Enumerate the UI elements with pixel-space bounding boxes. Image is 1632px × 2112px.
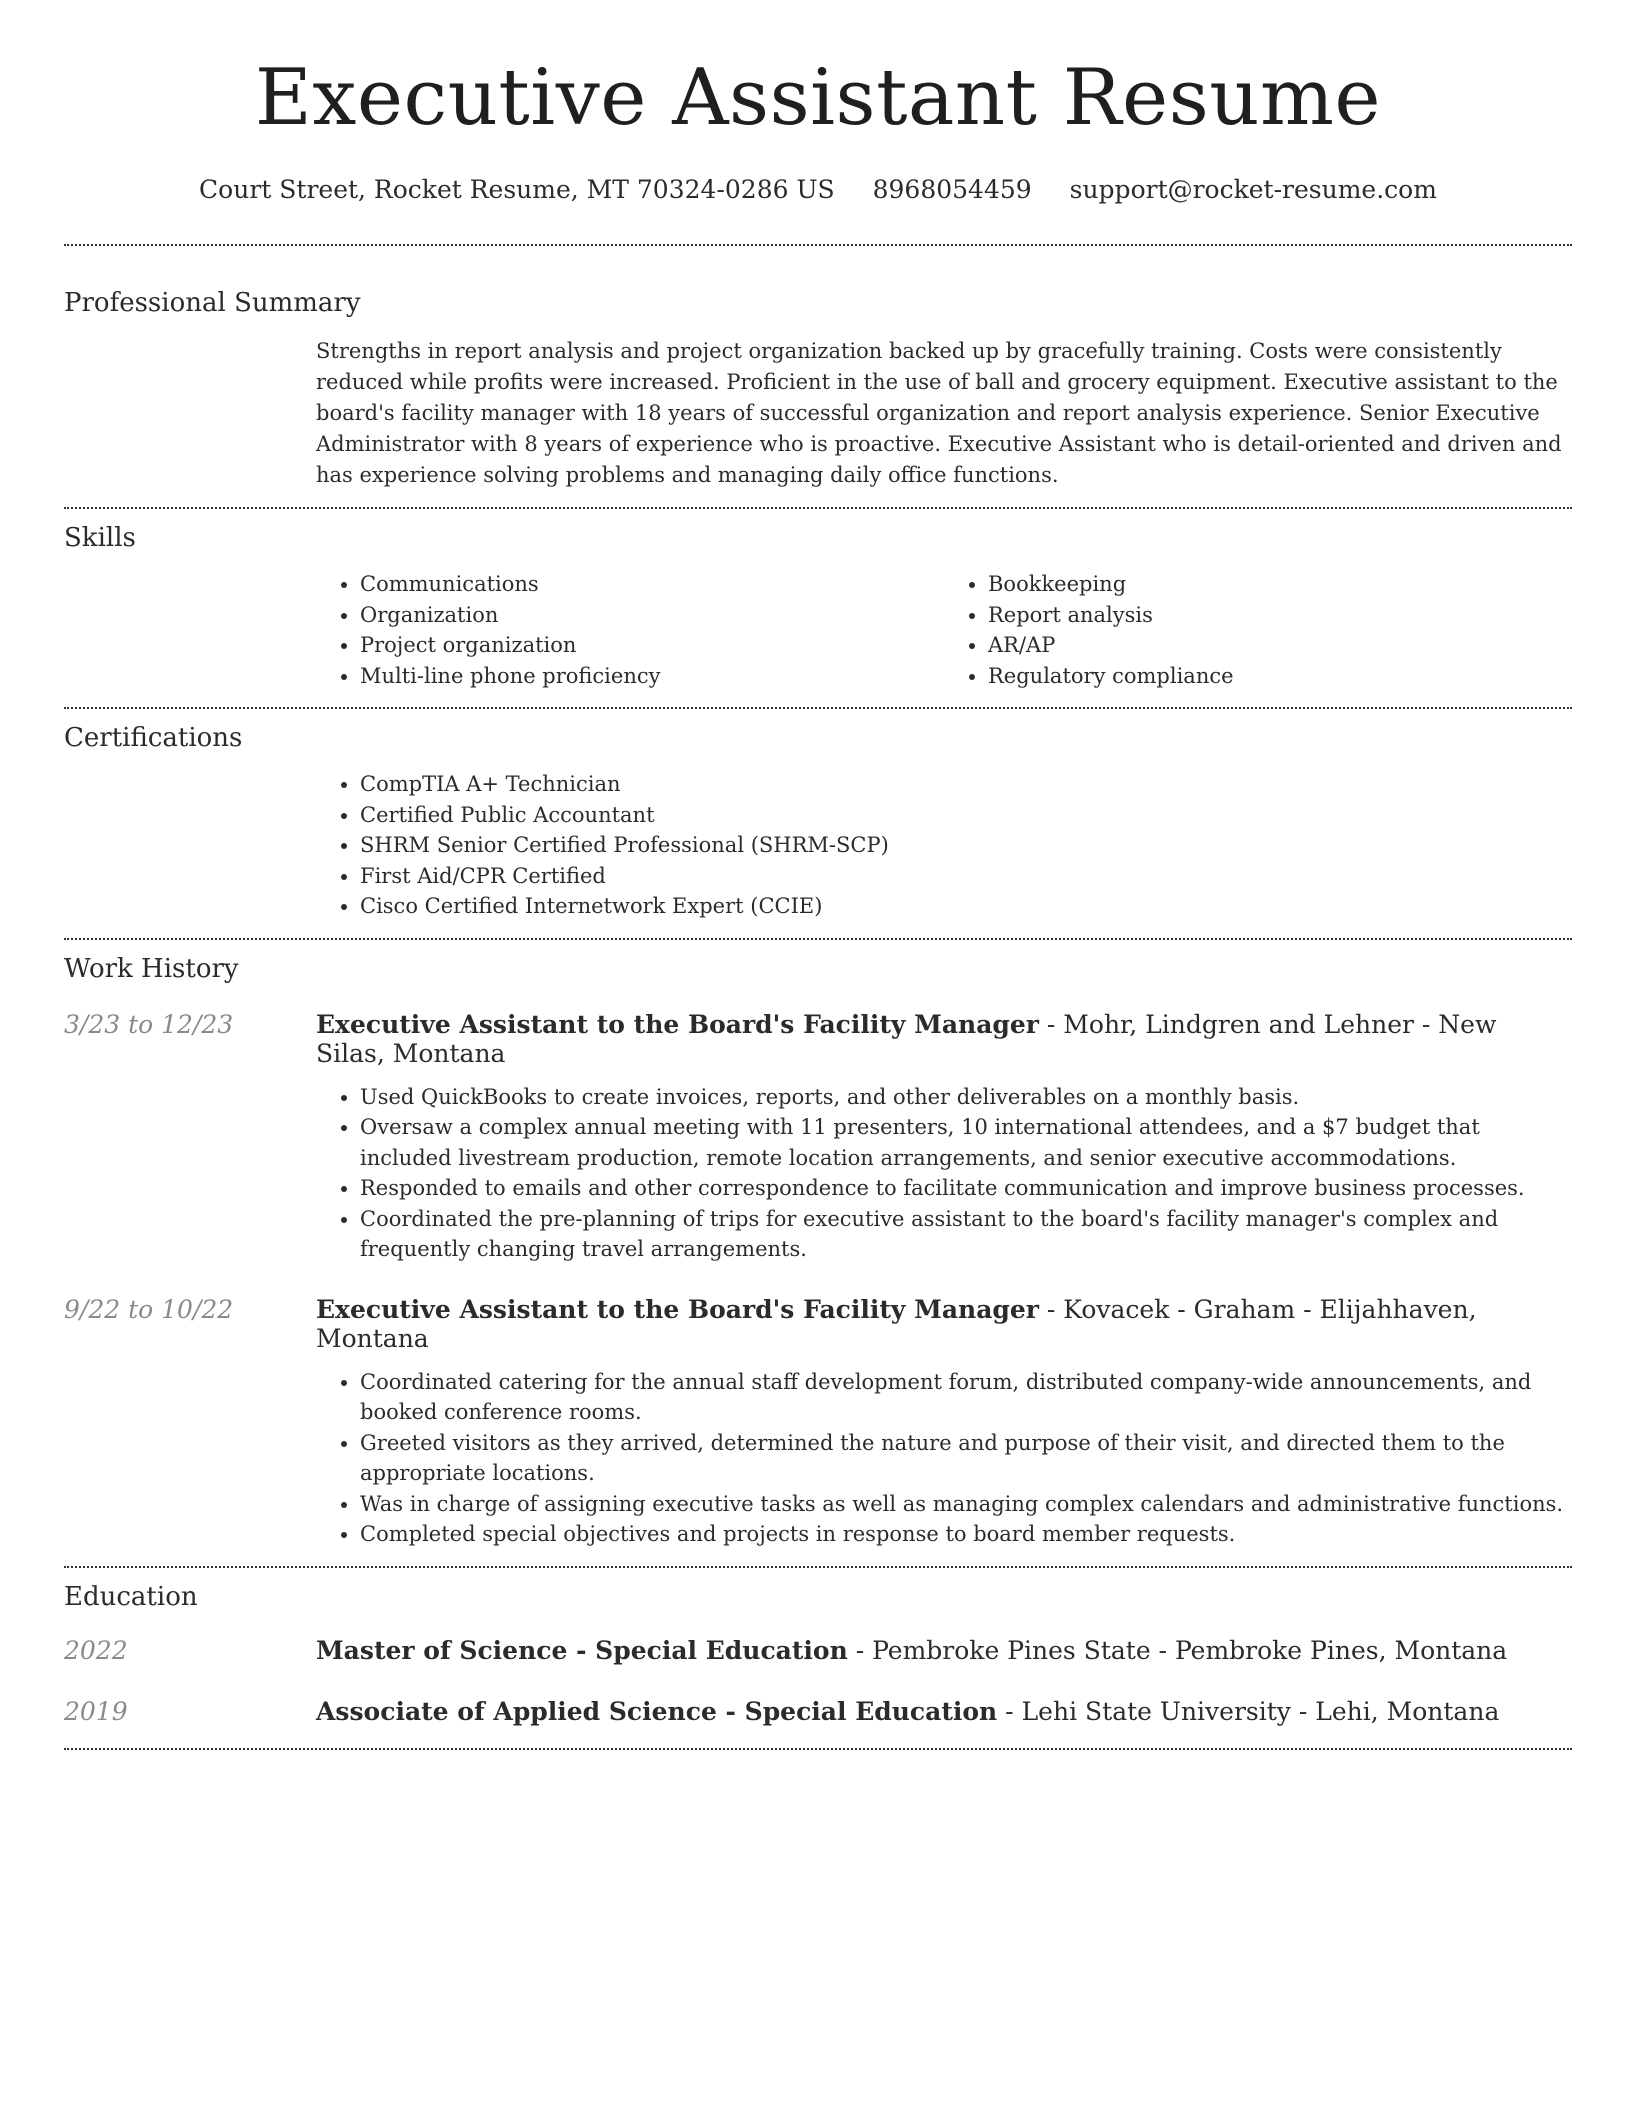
job-bullet: • Completed special objectives and projects in response to board member requests. bbox=[360, 1519, 1572, 1550]
certification-item: • Cisco Certified Internetwork Expert (CCIE) bbox=[360, 891, 1572, 922]
resume-page bbox=[64, 0, 1572, 1750]
section-title-summary: Professional Summary bbox=[64, 288, 361, 318]
skills-list bbox=[316, 569, 1572, 691]
skills-section bbox=[64, 521, 1572, 691]
summary-section bbox=[64, 286, 1572, 491]
job-bullet: • Oversaw a complex annual meeting with 11 presenters, 10 international attendees, and a $7 budget that included livestream production, remote location arrangements, and senior executive accommodations. bbox=[360, 1112, 1572, 1173]
job-entry bbox=[64, 1010, 1572, 1265]
job-bullet: • Coordinated catering for the annual staff development forum, distributed company-wide announcements, and booked conference rooms. bbox=[360, 1367, 1572, 1428]
divider bbox=[64, 1748, 1572, 1750]
skill-item: • Communications bbox=[360, 569, 944, 600]
summary-text: Strengths in report analysis and project organization backed up by gracefully training. Costs were consistently reduced while profits were increased. Proficient in the use of ball and grocery equipment. Executive assistant to the board's facility manager with 18 years of successful organization and report analysis experience. Senior Executive Administrator with 8 years of experience who is proactive. Executive Assistant who is detail-oriented and driven and has experience solving problems and managing daily office functions. bbox=[316, 339, 1562, 487]
education-title bbox=[316, 1697, 1499, 1726]
section-title-education: Education bbox=[64, 1581, 198, 1612]
education-year: 2022 bbox=[64, 1635, 128, 1665]
job-bullet: • Was in charge of assigning executive tasks as well as managing complex calendars and administrative functions. bbox=[360, 1489, 1572, 1520]
certifications-section bbox=[64, 721, 1572, 922]
certification-item: • CompTIA A+ Technician bbox=[360, 769, 1572, 800]
education-entry bbox=[64, 1697, 1572, 1726]
contact-phone: 8968054459 bbox=[872, 175, 1032, 204]
section-title-skills: Skills bbox=[64, 523, 136, 553]
job-employer: - Kovacek - Graham - Elijahhaven, Montana bbox=[316, 1294, 1477, 1353]
contact-address: Court Street, Rocket Resume, MT 70324-0286 US bbox=[199, 175, 835, 204]
education-school: - Pembroke Pines State - Pembroke Pines, Montana bbox=[847, 1635, 1508, 1665]
resume-title: Executive Assistant Resume bbox=[254, 53, 1382, 143]
divider bbox=[64, 1566, 1572, 1568]
job-dates: 3/23 to 12/23 bbox=[64, 1009, 234, 1039]
job-title bbox=[316, 1295, 1572, 1353]
skill-item: • Project organization bbox=[360, 630, 944, 661]
certifications-list bbox=[316, 769, 1572, 922]
skill-item: • Organization bbox=[360, 600, 944, 631]
skill-item: • Bookkeeping bbox=[988, 569, 1572, 600]
education-degree: Master of Science - Special Education bbox=[316, 1635, 848, 1665]
contact-email: support@rocket-resume.com bbox=[1069, 175, 1437, 204]
certification-item: • First Aid/CPR Certified bbox=[360, 861, 1572, 892]
job-bullet: • Greeted visitors as they arrived, determined the nature and purpose of their visit, and directed them to the appropriate locations. bbox=[360, 1428, 1572, 1489]
education-title bbox=[316, 1636, 1507, 1665]
job-role: Executive Assistant to the Board's Facility Manager bbox=[316, 1009, 1039, 1039]
skill-item: • Report analysis bbox=[988, 600, 1572, 631]
education-section bbox=[64, 1580, 1572, 1726]
work-history-section bbox=[64, 952, 1572, 1550]
divider bbox=[64, 707, 1572, 709]
job-bullets bbox=[316, 1082, 1572, 1265]
divider bbox=[64, 244, 1572, 246]
education-entry bbox=[64, 1636, 1572, 1665]
job-title bbox=[316, 1010, 1572, 1068]
job-dates: 9/22 to 10/22 bbox=[64, 1294, 234, 1324]
job-entry bbox=[64, 1295, 1572, 1550]
divider bbox=[64, 507, 1572, 509]
contact-line bbox=[64, 174, 1572, 206]
education-school: - Lehi State University - Lehi, Montana bbox=[997, 1696, 1500, 1726]
job-employer: - Mohr, Lindgren and Lehner - New Silas, Montana bbox=[316, 1009, 1497, 1068]
certification-item: • Certified Public Accountant bbox=[360, 800, 1572, 831]
section-title-certifications: Certifications bbox=[64, 723, 243, 753]
job-bullet: • Responded to emails and other correspondence to facilitate communication and improve business processes. bbox=[360, 1173, 1572, 1204]
section-title-work: Work History bbox=[64, 953, 239, 984]
job-bullets bbox=[316, 1367, 1572, 1550]
skill-item: • Regulatory compliance bbox=[988, 661, 1572, 692]
job-bullet: • Coordinated the pre-planning of trips for executive assistant to the board's facility manager's complex and frequently changing travel arrangements. bbox=[360, 1204, 1572, 1265]
skills-column-right bbox=[944, 569, 1572, 691]
divider bbox=[64, 938, 1572, 940]
education-year: 2019 bbox=[64, 1696, 128, 1726]
job-bullet: • Used QuickBooks to create invoices, reports, and other deliverables on a monthly basis. bbox=[360, 1082, 1572, 1113]
education-degree: Associate of Applied Science - Special Education bbox=[316, 1696, 998, 1726]
skill-item: • AR/AP bbox=[988, 630, 1572, 661]
certification-item: • SHRM Senior Certified Professional (SHRM-SCP) bbox=[360, 830, 1572, 861]
skills-column-left bbox=[316, 569, 944, 691]
skill-item: • Multi-line phone proficiency bbox=[360, 661, 944, 692]
job-role: Executive Assistant to the Board's Facility Manager bbox=[316, 1294, 1039, 1324]
